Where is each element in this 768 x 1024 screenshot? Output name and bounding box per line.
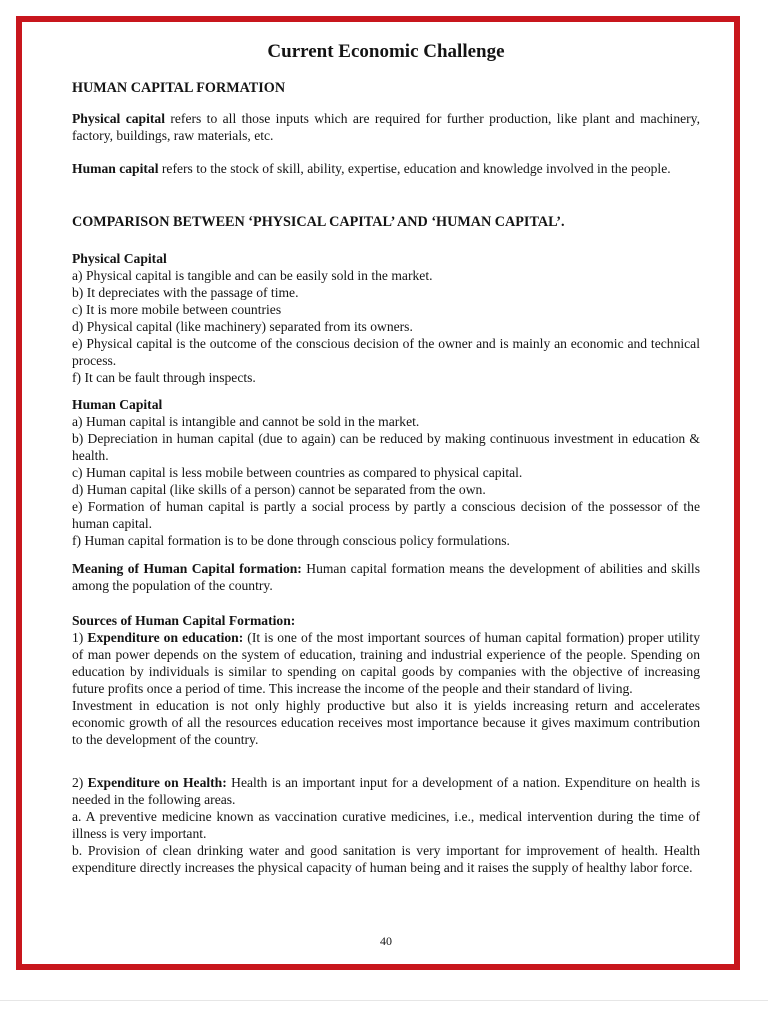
sources-heading: Sources of Human Capital Formation: [72, 613, 296, 628]
human-capital-definition [72, 160, 700, 177]
page-number: 40 [380, 934, 392, 948]
health-prefix: 2) [72, 775, 88, 790]
page-bottom-divider [0, 1000, 768, 1001]
human-capital-definition-text: refers to the stock of skill, ability, expertise, education and knowledge involved in the people. [158, 161, 671, 176]
health-item-b: b. Provision of clean drinking water and good sanitation is very important for improvement of health. Health expenditure directly increases the physical capacity of human being and it raises the supply of healthy labor force. [72, 843, 700, 875]
meaning-text: Human capital formation means the development of abilities and skills among the population of the country. [72, 561, 700, 593]
education-paragraph [72, 629, 700, 697]
list-item: f) It can be fault through inspects. [72, 370, 256, 385]
physical-capital-term: Physical capital [72, 111, 165, 126]
physical-capital-definition-text: refers to all those inputs which are required for further production, like plant and machinery, factory, buildings, raw materials, etc. [72, 111, 700, 143]
physical-capital-list [72, 250, 700, 386]
list-item: e) Formation of human capital is partly a social process by partly a conscious decision of the possessor of the human capital. [72, 499, 700, 531]
human-capital-heading: Human Capital [72, 397, 163, 412]
list-item: a) Physical capital is tangible and can be easily sold in the market. [72, 268, 433, 283]
education-term: Expenditure on education: [87, 630, 244, 645]
list-item: e) Physical capital is the outcome of the conscious decision of the owner and is mainly an economic and technical process. [72, 336, 700, 368]
meaning-term: Meaning of Human Capital formation: [72, 561, 302, 576]
health-section [72, 774, 700, 876]
list-item: d) Human capital (like skills of a person) cannot be separated from the own. [72, 482, 486, 497]
physical-capital-heading: Physical Capital [72, 251, 167, 266]
health-term: Expenditure on Health: [87, 775, 227, 790]
list-item: a) Human capital is intangible and cannot be sold in the market. [72, 414, 420, 429]
education-paragraph-2: Investment in education is not only highly productive but also it is yields increasing return and accelerates economic growth of all the resources education receives most importance because it gives maximum contribution to the development of the country. [72, 698, 700, 747]
page-title: Current Economic Challenge [267, 41, 505, 62]
health-item-a: a. A preventive medicine known as vaccination curative medicines, i.e., medical intervention during the time of illness is very important. [72, 809, 700, 841]
meaning-paragraph [72, 560, 700, 594]
health-text: Health is an important input for a development of a nation. Expenditure on health is needed in the following areas. [72, 775, 700, 807]
physical-capital-definition [72, 110, 700, 144]
list-item: b) Depreciation in human capital (due to again) can be reduced by making continuous investment in education & health. [72, 431, 700, 463]
health-paragraph [72, 774, 700, 808]
education-text: (It is one of the most important sources of human capital formation) proper utility of man power depends on the system of education, training and industrial experience of the people. Spending on education by individuals is similar to spending on capital goods by companies with the objective of increasing future profits once a period of time. This increase the income of the people and their standard of living. [72, 630, 701, 696]
list-item: f) Human capital formation is to be done through conscious policy formulations. [72, 533, 510, 548]
list-item: c) It is more mobile between countries [72, 302, 282, 317]
human-capital-term: Human capital [72, 161, 159, 176]
human-capital-list [72, 396, 700, 549]
page-frame [16, 16, 740, 970]
list-item: c) Human capital is less mobile between countries as compared to physical capital. [72, 465, 523, 480]
list-item: d) Physical capital (like machinery) separated from its owners. [72, 319, 413, 334]
education-prefix: 1) [72, 630, 88, 645]
comparison-heading: COMPARISON BETWEEN ‘PHYSICAL CAPITAL’ AND ‘HUMAN CAPITAL’. [72, 214, 565, 230]
list-item: b) It depreciates with the passage of time. [72, 285, 299, 300]
sources-section [72, 612, 700, 748]
hcf-heading: HUMAN CAPITAL FORMATION [72, 80, 286, 96]
